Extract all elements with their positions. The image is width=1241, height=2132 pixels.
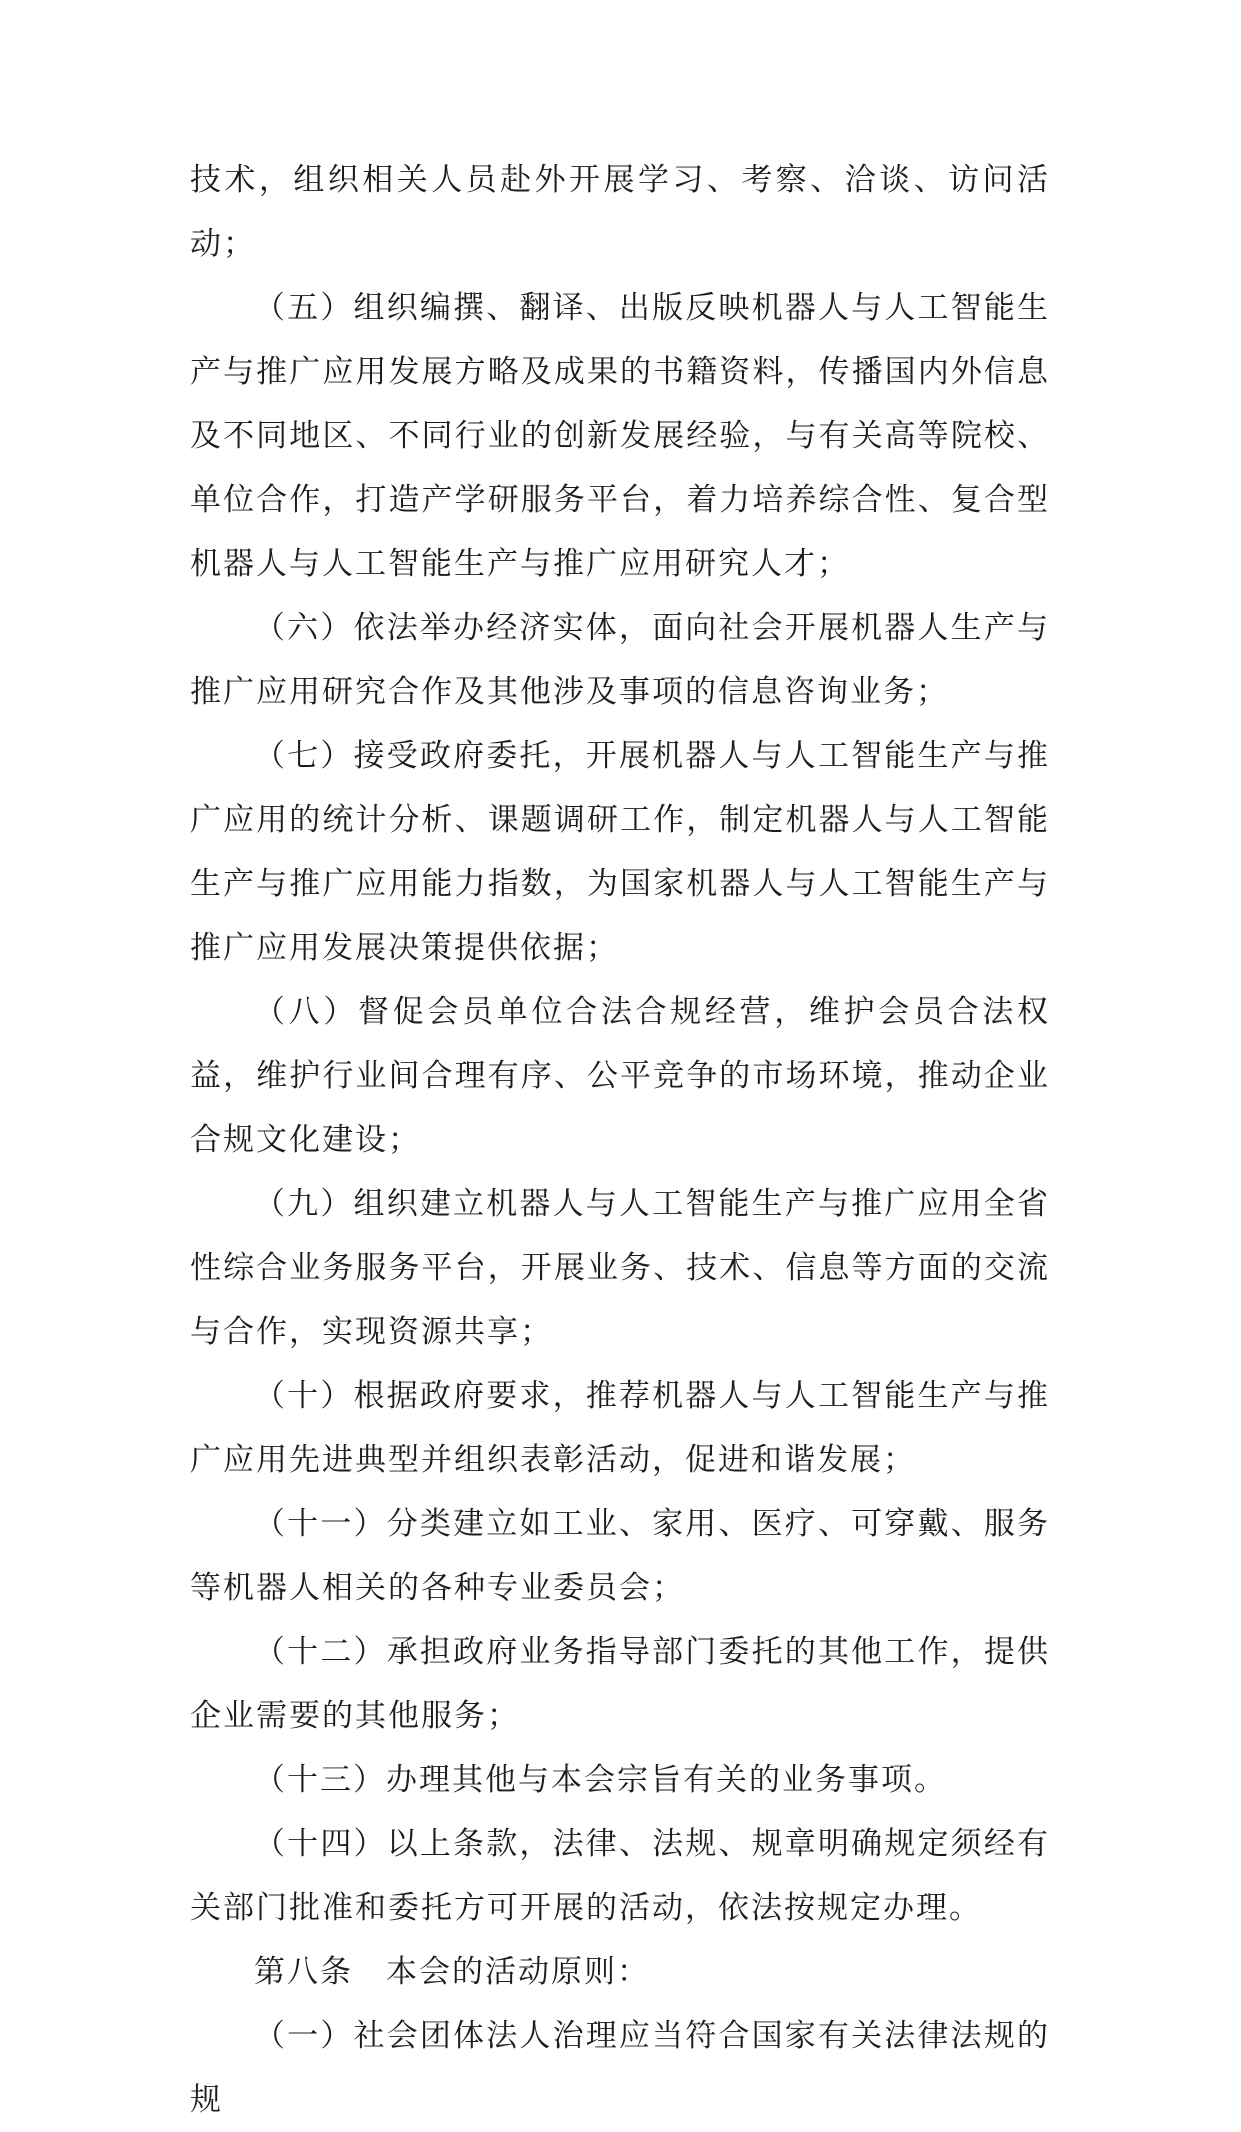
paragraph-item-10: （十）根据政府要求，推荐机器人与人工智能生产与推广应用先进典型并组织表彰活动，促进和谐发展； <box>190 1378 1050 1478</box>
paragraph-principle-1: （一）社会团体法人治理应当符合国家有关法律法规的规 <box>190 2018 1050 2118</box>
paragraph-continued-item-4: 技术，组织相关人员赴外开展学习、考察、洽谈、访问活动； <box>190 162 1050 262</box>
paragraph-item-8: （八）督促会员单位合法合规经营，维护会员合法权益，维护行业间合理有序、公平竞争的市场环境，推动企业合规文化建设； <box>190 994 1050 1158</box>
paragraph-item-12: （十二）承担政府业务指导部门委托的其他工作，提供企业需要的其他服务； <box>190 1634 1050 1734</box>
article-8-heading: 第八条 本会的活动原则： <box>254 1954 650 1990</box>
document-body <box>190 148 1050 2132</box>
paragraph-item-5: （五）组织编撰、翻译、出版反映机器人与人工智能生产与推广应用发展方略及成果的书籍资料，传播国内外信息及不同地区、不同行业的创新发展经验，与有关高等院校、单位合作，打造产学研服务平台，着力培养综合性、复合型机器人与人工智能生产与推广应用研究人才； <box>190 290 1050 582</box>
paragraph-item-11: （十一）分类建立如工业、家用、医疗、可穿戴、服务等机器人相关的各种专业委员会； <box>190 1506 1050 1606</box>
paragraph-item-7: （七）接受政府委托，开展机器人与人工智能生产与推广应用的统计分析、课题调研工作，制定机器人与人工智能生产与推广应用能力指数，为国家机器人与人工智能生产与推广应用发展决策提供依据； <box>190 738 1050 966</box>
paragraph-item-6: （六）依法举办经济实体，面向社会开展机器人生产与推广应用研究合作及其他涉及事项的信息咨询业务； <box>190 610 1050 710</box>
paragraph-item-9: （九）组织建立机器人与人工智能生产与推广应用全省性综合业务服务平台，开展业务、技术、信息等方面的交流与合作，实现资源共享； <box>190 1186 1050 1350</box>
paragraph-item-14: （十四）以上条款，法律、法规、规章明确规定须经有关部门批准和委托方可开展的活动，依法按规定办理。 <box>190 1826 1050 1926</box>
paragraph-item-13: （十三）办理其他与本会宗旨有关的业务事项。 <box>254 1762 947 1798</box>
